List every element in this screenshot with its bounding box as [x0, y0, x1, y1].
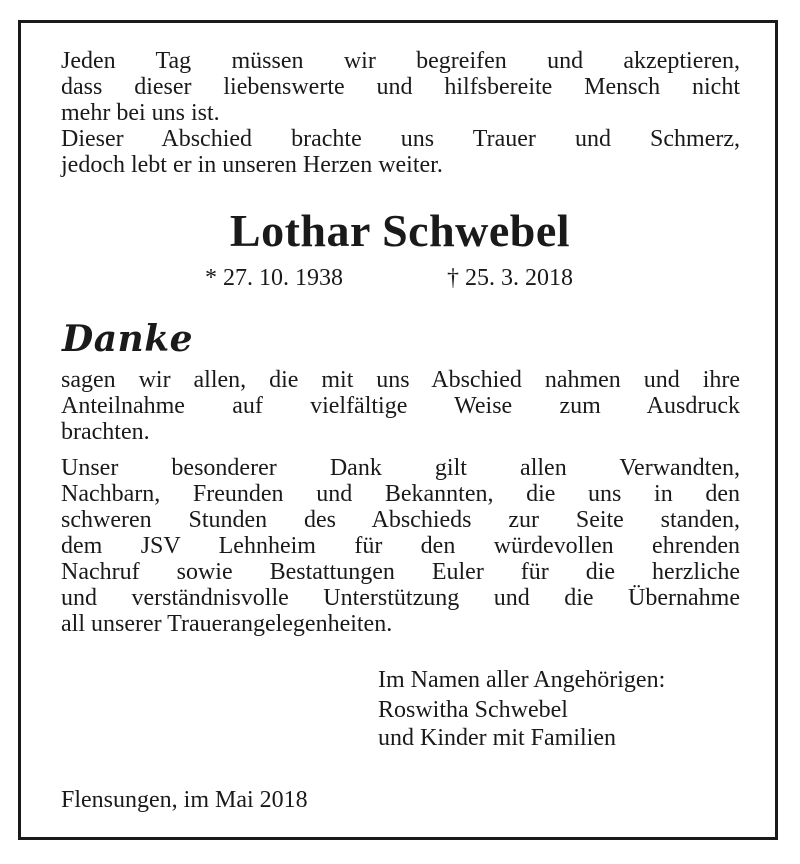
intro-line: Jeden Tag müssen wir begreifen und akzeptieren,: [61, 48, 740, 74]
special-line: Unser besonderer Dank gilt allen Verwandten,: [61, 455, 740, 481]
intro-line: Dieser Abschied brachte uns Trauer und Schmerz,: [61, 126, 740, 152]
intro-line: mehr bei uns ist.: [61, 100, 220, 126]
thanks-line: sagen wir allen, die mit uns Abschied nahmen und ihre: [61, 367, 740, 393]
thanks-heading: Danke: [62, 318, 194, 360]
thanks-text: [61, 367, 740, 445]
special-line: dem JSV Lehnheim für den würdevollen ehrenden: [61, 533, 740, 559]
birth-date: * 27. 10. 1938: [205, 265, 343, 291]
special-line: Nachruf sowie Bestattungen Euler für die herzliche: [61, 559, 740, 585]
special-thanks-text: [61, 455, 740, 637]
special-line: schweren Stunden des Abschieds zur Seite standen,: [61, 507, 740, 533]
death-date: † 25. 3. 2018: [447, 265, 573, 291]
signature-block: [378, 666, 665, 752]
intro-text: [61, 48, 740, 178]
signature-heading: Im Namen aller Angehörigen:: [378, 667, 666, 693]
intro-line: jedoch lebt er in unseren Herzen weiter.: [61, 152, 443, 178]
place-date: Flensungen, im Mai 2018: [61, 787, 308, 813]
signature-name: Roswitha Schwebel: [378, 697, 568, 723]
thanks-line: brachten.: [61, 419, 150, 445]
deceased-name: Lothar Schwebel: [229, 205, 571, 256]
special-line: und verständnisvolle Unterstützung und die Übernahme: [61, 585, 740, 611]
special-line: all unserer Trauerangelegenheiten.: [61, 611, 393, 637]
special-line: Nachbarn, Freunden und Bekannten, die uns in den: [61, 481, 740, 507]
thanks-line: Anteilnahme auf vielfältige Weise zum Ausdruck: [61, 393, 740, 419]
signature-name: und Kinder mit Familien: [378, 725, 616, 751]
intro-line: dass dieser liebenswerte und hilfsbereite Mensch nicht: [61, 74, 740, 100]
